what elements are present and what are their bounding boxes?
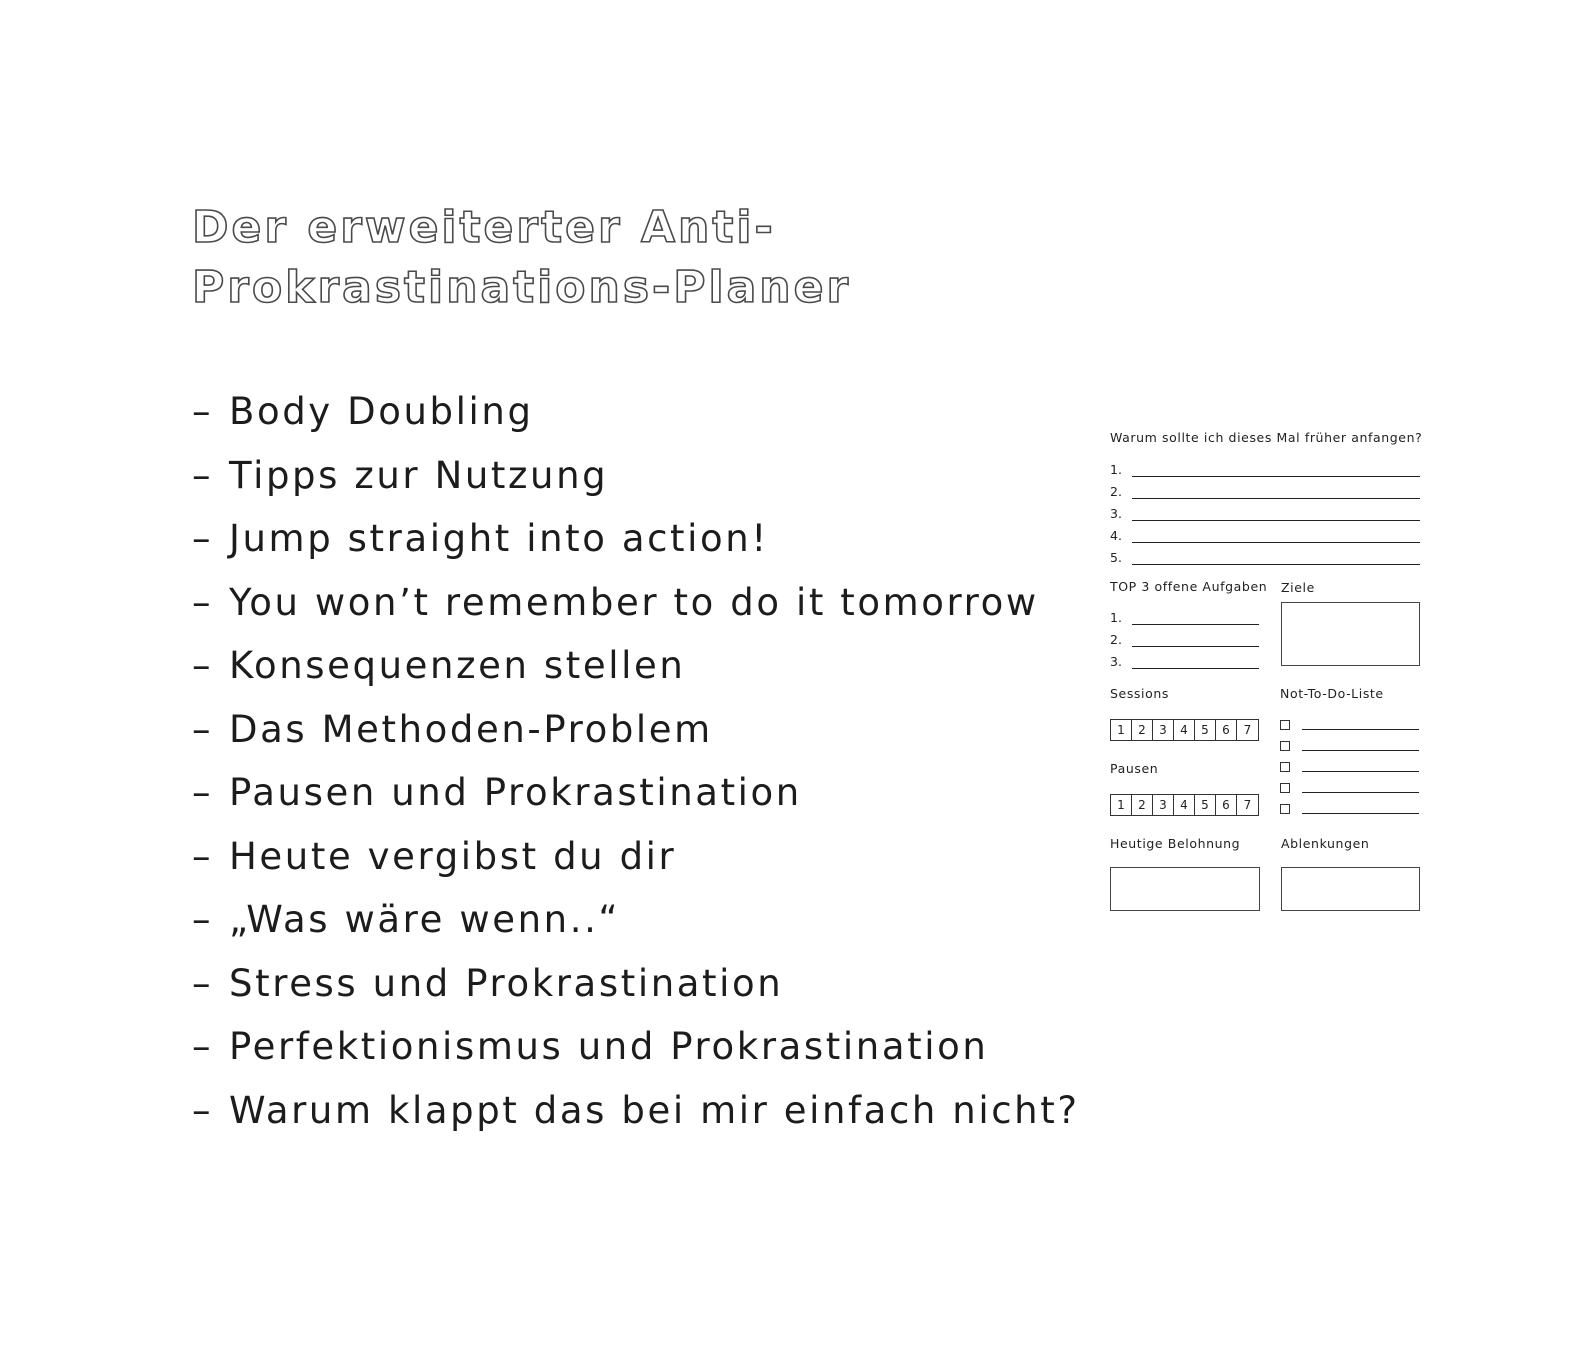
- session-cell: 6: [1216, 720, 1237, 740]
- list-dash: –: [192, 580, 214, 624]
- list-item: [192, 444, 1080, 508]
- session-cell: 5: [1195, 720, 1216, 740]
- list-dash: –: [192, 1088, 214, 1132]
- list-item: [192, 1079, 1080, 1143]
- write-line: [1132, 498, 1420, 499]
- write-line: [1302, 771, 1419, 772]
- list-item-label: Stress und Prokrastination: [229, 961, 784, 1005]
- session-cell: 3: [1153, 720, 1174, 740]
- list-item-label: Tipps zur Nutzung: [229, 453, 609, 497]
- top3-line: [1110, 654, 1260, 674]
- top3-heading: TOP 3 offene Aufgaben: [1110, 579, 1268, 594]
- list-dash: –: [192, 771, 214, 814]
- why-line: [1110, 484, 1422, 504]
- pause-cell: 3: [1153, 795, 1174, 815]
- write-line: [1132, 624, 1259, 625]
- list-dash: –: [192, 1025, 214, 1068]
- why-line: [1110, 550, 1422, 570]
- list-item: [192, 507, 1080, 571]
- write-line: [1132, 542, 1420, 543]
- reward-heading: Heutige Belohnung: [1110, 836, 1241, 851]
- write-line: [1302, 750, 1419, 751]
- list-dash: –: [192, 898, 214, 941]
- list-dash: –: [192, 644, 214, 687]
- list-item-label: Konsequenzen stellen: [229, 644, 686, 687]
- line-number: 2.: [1110, 484, 1122, 499]
- pause-cell: 1: [1111, 795, 1132, 815]
- pause-cell: 5: [1195, 795, 1216, 815]
- line-number: 5.: [1110, 550, 1122, 565]
- write-line: [1132, 564, 1420, 565]
- list-item: [192, 952, 1080, 1016]
- distractions-box: [1281, 867, 1420, 911]
- write-line: [1132, 668, 1259, 669]
- not-todo-heading: Not-To-Do-Liste: [1280, 686, 1384, 701]
- list-item: [192, 1015, 1080, 1079]
- title-line-1: Der erweiterter Anti-: [192, 202, 776, 253]
- planner-preview: [1110, 428, 1422, 918]
- pauses-tracker: [1110, 794, 1259, 816]
- top3-line: [1110, 632, 1260, 652]
- list-dash: –: [192, 834, 214, 878]
- page-title: [192, 198, 1012, 318]
- list-dash: –: [192, 707, 214, 751]
- list-dash: –: [192, 517, 214, 560]
- list-item-label: Warum klappt das bei mir einfach nicht?: [229, 1088, 1080, 1132]
- line-number: 3.: [1110, 506, 1122, 521]
- pause-cell: 6: [1216, 795, 1237, 815]
- list-item-label: Body Doubling: [229, 390, 534, 433]
- list-item-label: Heute vergibst du dir: [229, 834, 677, 878]
- list-item-label: Perfektionismus und Prokrastination: [229, 1025, 989, 1068]
- topic-list: [192, 380, 1080, 1142]
- list-dash: –: [192, 961, 214, 1005]
- title-line-2: Prokrastinations-Planer: [192, 262, 852, 313]
- goals-box: [1281, 602, 1420, 666]
- list-item: [192, 888, 1080, 952]
- list-item: [192, 825, 1080, 889]
- checkbox-icon: [1280, 783, 1290, 793]
- write-line: [1132, 520, 1420, 521]
- why-line: [1110, 506, 1422, 526]
- goals-heading: Ziele: [1281, 580, 1315, 595]
- write-line: [1302, 813, 1419, 814]
- write-line: [1132, 476, 1420, 477]
- list-dash: –: [192, 453, 214, 497]
- session-cell: 1: [1111, 720, 1132, 740]
- list-item-label: Das Methoden-Problem: [229, 707, 713, 751]
- list-item: [192, 380, 1080, 444]
- pause-cell: 2: [1132, 795, 1153, 815]
- session-cell: 2: [1132, 720, 1153, 740]
- list-item: [192, 761, 1080, 825]
- line-number: 3.: [1110, 654, 1122, 669]
- pauses-heading: Pausen: [1110, 761, 1159, 776]
- session-cell: 7: [1243, 723, 1252, 737]
- pause-cell: 4: [1174, 795, 1195, 815]
- list-item-label: Pausen und Prokrastination: [229, 771, 802, 814]
- sessions-tracker: [1110, 719, 1259, 741]
- line-number: 1.: [1110, 462, 1122, 477]
- list-item: [192, 634, 1080, 698]
- top3-line: [1110, 610, 1260, 630]
- line-number: 1.: [1110, 610, 1122, 625]
- checkbox-icon: [1280, 720, 1290, 730]
- line-number: 2.: [1110, 632, 1122, 647]
- list-item: [192, 571, 1080, 635]
- write-line: [1132, 646, 1259, 647]
- distractions-heading: Ablenkungen: [1281, 836, 1370, 851]
- sessions-heading: Sessions: [1110, 686, 1170, 701]
- list-item: [192, 698, 1080, 762]
- session-cell: 4: [1174, 720, 1195, 740]
- reward-box: [1110, 867, 1260, 911]
- list-item-label: Jump straight into action!: [229, 517, 769, 560]
- write-line: [1302, 792, 1419, 793]
- checkbox-icon: [1280, 762, 1290, 772]
- write-line: [1302, 729, 1419, 730]
- line-number: 4.: [1110, 528, 1122, 543]
- why-line: [1110, 528, 1422, 548]
- checkbox-icon: [1280, 741, 1290, 751]
- pause-cell: 7: [1243, 798, 1252, 812]
- list-item-label: „Was wäre wenn..“: [229, 898, 621, 941]
- why-line: [1110, 462, 1422, 482]
- why-heading: Warum sollte ich dieses Mal früher anfangen?: [1110, 430, 1423, 445]
- checkbox-icon: [1280, 804, 1290, 814]
- list-item-label: You won’t remember to do it tomorrow: [229, 580, 1039, 624]
- list-dash: –: [192, 390, 214, 433]
